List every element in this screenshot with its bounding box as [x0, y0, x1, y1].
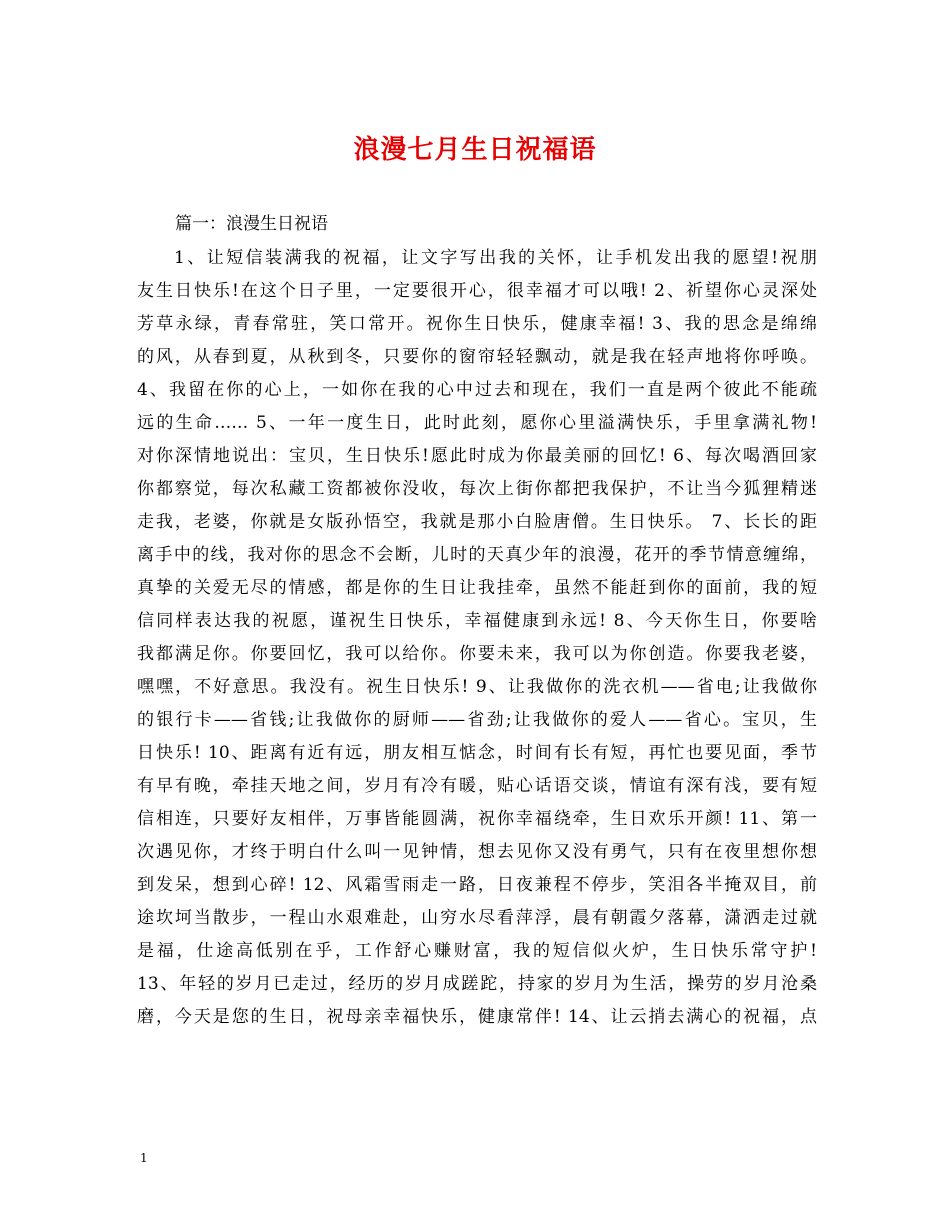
text-line: 对你深情地说出：宝贝，生日快乐!愿此时成为你最美丽的回忆! 6、每次喝酒回家	[137, 446, 817, 466]
text-line: 有早有晚，牵挂天地之间，岁月有冷有暖，贴心话语交谈，情谊有深有浅，要有短	[137, 776, 817, 796]
body-paragraph	[137, 242, 817, 1034]
text-line: 13、年轻的岁月已走过，经历的岁月成蹉跎，持家的岁月为生活，操劳的岁月沧桑	[137, 974, 817, 994]
page-number: 1	[140, 1151, 148, 1165]
text-line: 信同样表达我的祝愿，谨祝生日快乐，幸福健康到永远! 8、今天你生日，你要啥	[137, 611, 817, 631]
text-line: 信相连，只要好友相伴，万事皆能圆满，祝你幸福绕牵，生日欢乐开颜! 11、第一	[137, 809, 817, 829]
text-line: 是福，仕途高低别在乎，工作舒心赚财富，我的短信似火炉，生日快乐常守护!	[137, 941, 817, 961]
text-line: 远的生命…… 5、一年一度生日，此时此刻，愿你心里溢满快乐，手里拿满礼物!	[137, 413, 817, 433]
text-line: 1、让短信装满我的祝福，让文字写出我的关怀，让手机发出我的愿望!祝朋	[174, 248, 817, 268]
document-title: 浪漫七月生日祝福语	[353, 135, 597, 165]
text-line: 途坎坷当散步，一程山水艰难赴，山穷水尽看萍浮，晨有朝霞夕落幕，潇洒走过就	[137, 908, 817, 928]
text-line: 离手中的线，我对你的思念不会断，儿时的天真少年的浪漫，花开的季节情意缠绵，	[137, 545, 817, 565]
text-line: 我都满足你。你要回忆，我可以给你。你要未来，我可以为你创造。你要我老婆，	[137, 644, 817, 664]
text-line: 走我，老婆，你就是女版孙悟空，我就是那小白脸唐僧。生日快乐。 7、长长的距	[137, 512, 817, 532]
text-line: 芳草永绿，青春常驻，笑口常开。祝你生日快乐，健康幸福! 3、我的思念是绵绵	[137, 314, 817, 334]
text-line: 你都察觉，每次私藏工资都被你没收，每次上街你都把我保护，不让当今狐狸精迷	[137, 479, 817, 499]
text-line: 的银行卡——省钱;让我做你的厨师——省劲;让我做你的爱人——省心。宝贝，生	[137, 710, 817, 730]
section-heading: 篇一：浪漫生日祝语	[175, 214, 328, 234]
text-line: 嘿嘿，不好意思。我没有。祝生日快乐! 9、让我做你的洗衣机——省电;让我做你	[137, 677, 817, 697]
text-line: 日快乐! 10、距离有近有远，朋友相互惦念，时间有长有短，再忙也要见面，季节	[137, 743, 817, 763]
text-line: 磨，今天是您的生日，祝母亲幸福快乐，健康常伴! 14、让云捎去满心的祝福，点	[137, 1007, 817, 1027]
text-line: 4、我留在你的心上，一如你在我的心中过去和现在，我们一直是两个彼此不能疏	[137, 380, 817, 400]
text-line: 到发呆，想到心碎! 12、风霜雪雨走一路，日夜兼程不停步，笑泪各半掩双目，前	[137, 875, 817, 895]
text-line: 的风，从春到夏，从秋到冬，只要你的窗帘轻轻飘动，就是我在轻声地将你呼唤。	[137, 347, 817, 367]
text-line: 友生日快乐!在这个日子里，一定要很开心，很幸福才可以哦! 2、祈望你心灵深处	[137, 281, 817, 301]
text-line: 次遇见你，才终于明白什么叫一见钟情，想去见你又没有勇气，只有在夜里想你想	[137, 842, 817, 862]
text-line: 真挚的关爱无尽的情感，都是你的生日让我挂牵，虽然不能赶到你的面前，我的短	[137, 578, 817, 598]
